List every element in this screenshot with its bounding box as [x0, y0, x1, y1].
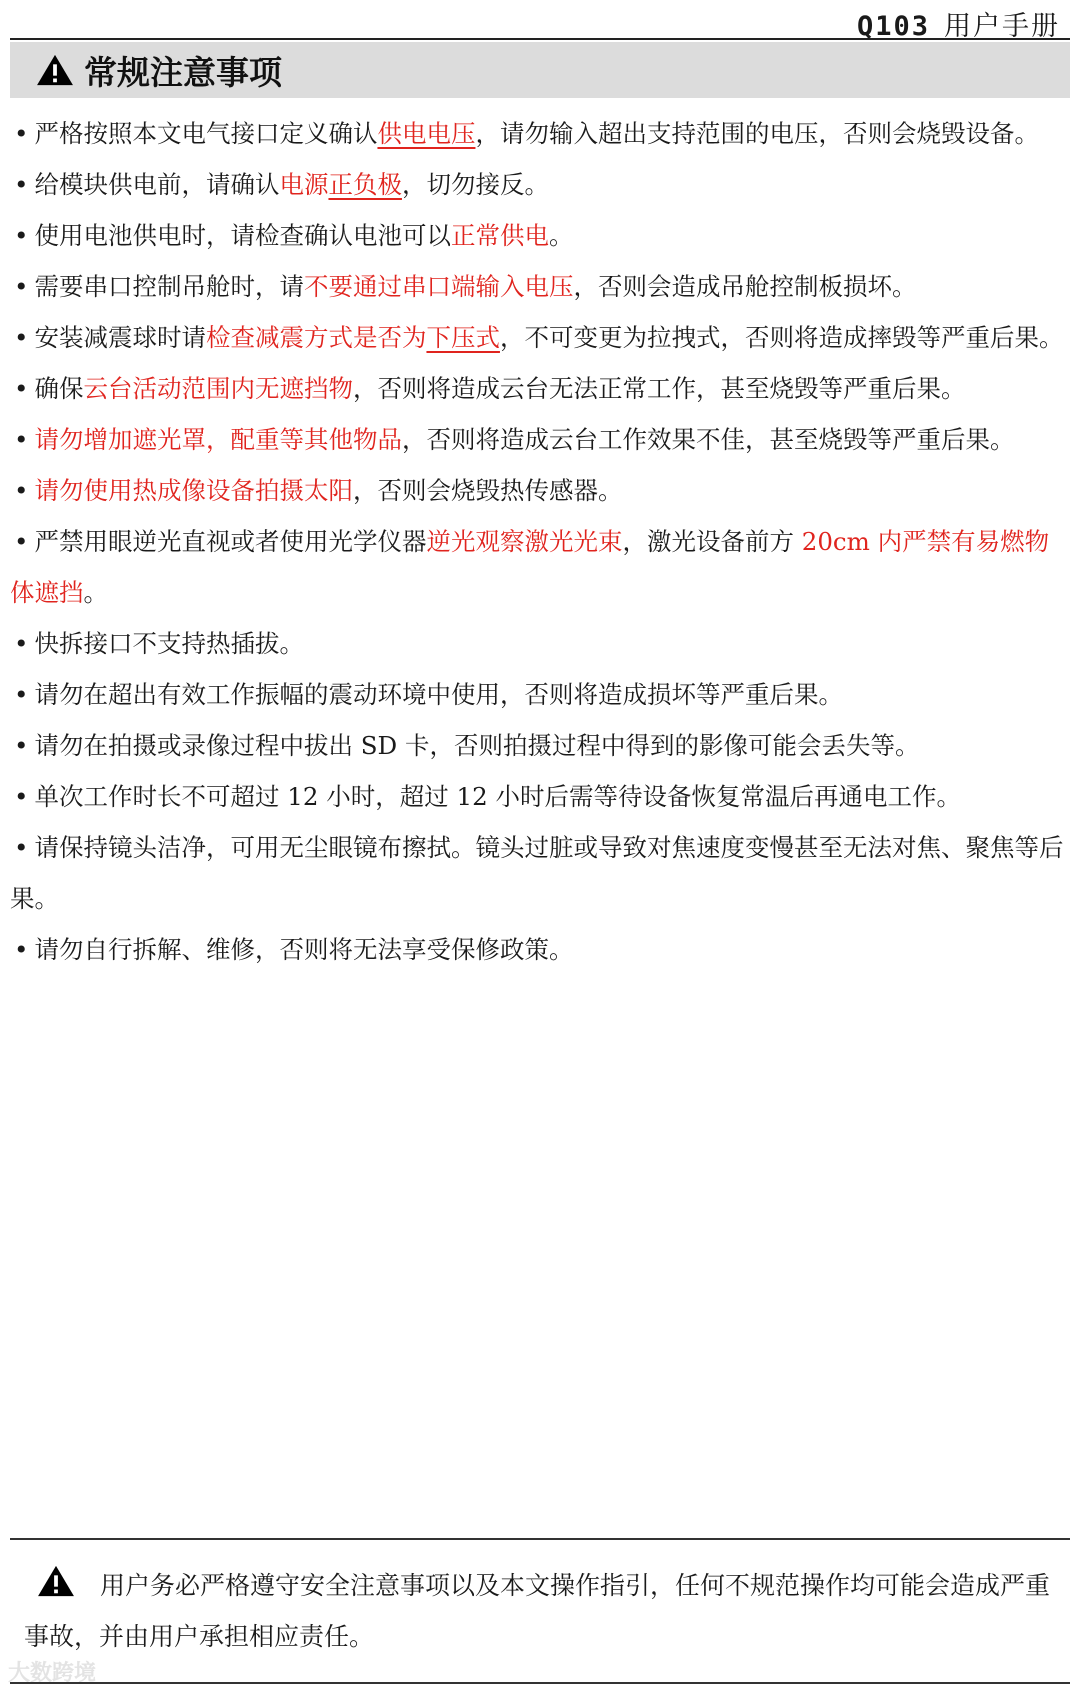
- item-text: 请勿在拍摄或录像过程中拔出 SD 卡，否则拍摄过程中得到的影像可能会丢失等。: [34, 731, 920, 760]
- bullet: •: [14, 935, 29, 964]
- item-text: 。: [548, 221, 574, 250]
- footer-divider: [10, 1538, 1070, 1540]
- warning-icon: [36, 1564, 76, 1598]
- safety-notice-text: 用户务必严格遵守安全注意事项以及本文操作指引，任何不规范操作均可能会造成严重事故，并由用户承担相应责任。: [24, 1571, 1051, 1651]
- highlighted-text: 20cm 内严禁有易燃物体遮挡: [10, 527, 1050, 607]
- item-text: 需要串口控制吊舱时，请: [34, 272, 304, 301]
- list-item: [10, 618, 1068, 669]
- list-item: [10, 210, 1068, 261]
- item-text: 给模块供电前，请确认: [34, 170, 280, 199]
- list-item: [10, 516, 1068, 618]
- highlighted-text: 供电电压: [377, 119, 476, 148]
- highlighted-text: 正负极: [328, 170, 402, 199]
- precautions-list: [10, 108, 1068, 975]
- model-code: Q103: [856, 11, 930, 42]
- bullet: •: [14, 680, 29, 709]
- highlighted-text: 不要通过串口端输入电压: [303, 272, 574, 301]
- bullet: •: [14, 476, 29, 505]
- list-item: [10, 771, 1068, 822]
- list-item: [10, 108, 1068, 159]
- item-text: 快拆接口不支持热插拔。: [34, 629, 304, 658]
- safety-notice: [24, 1560, 1060, 1662]
- bullet: •: [14, 629, 29, 658]
- highlighted-text: 电源: [279, 170, 329, 199]
- item-text: 单次工作时长不可超过 12 小时，超过 12 小时后需等待设备恢复常温后再通电工作。: [34, 782, 961, 811]
- watermark: 大数跨境: [8, 1661, 97, 1686]
- bullet: •: [14, 221, 29, 250]
- item-text: 安装减震球时请: [34, 323, 206, 352]
- item-text: 请保持镜头洁净，可用无尘眼镜布擦拭。镜头过脏或导致对焦速度变慢甚至无法对焦、聚焦等后果。: [10, 833, 1064, 913]
- list-item: [10, 363, 1068, 414]
- highlighted-text: 检查减震方式是否为: [205, 323, 427, 352]
- bullet: •: [14, 374, 29, 403]
- item-text: ，否则将造成云台无法正常工作，甚至烧毁等严重后果。: [352, 374, 966, 403]
- item-text: 严格按照本文电气接口定义确认: [34, 119, 378, 148]
- section-heading-bar: [10, 42, 1070, 98]
- item-text: 请勿自行拆解、维修，否则将无法享受保修政策。: [34, 935, 574, 964]
- bullet: •: [14, 833, 29, 862]
- item-text: ，否则会烧毁热传感器。: [352, 476, 623, 505]
- item-text: ，切勿接反。: [401, 170, 549, 199]
- item-text: 严禁用眼逆光直视或者使用光学仪器: [34, 527, 427, 556]
- list-item: [10, 414, 1068, 465]
- item-text: 使用电池供电时，请检查确认电池可以: [34, 221, 451, 250]
- highlighted-text: 请勿使用热成像设备拍摄太阳: [34, 476, 353, 505]
- section-title: 常规注意事项: [84, 52, 282, 92]
- item-text: 请勿在超出有效工作振幅的震动环境中使用，否则将造成损坏等严重后果。: [34, 680, 843, 709]
- bottom-divider: [10, 1682, 1070, 1684]
- highlighted-text: 下压式: [426, 323, 500, 352]
- list-item: [10, 312, 1068, 363]
- list-item: [10, 261, 1068, 312]
- item-text: ，激光设备前方: [622, 527, 802, 556]
- list-item: [10, 720, 1068, 771]
- bullet: •: [14, 527, 29, 556]
- bullet: •: [14, 731, 29, 760]
- item-text: 。: [83, 578, 108, 607]
- bullet: •: [14, 782, 29, 811]
- header-title-group: [857, 4, 1060, 43]
- page-header: [10, 0, 1070, 40]
- highlighted-text: 请勿增加遮光罩，配重等其他物品: [34, 425, 402, 454]
- item-text: ，不可变更为拉拽式，否则将造成摔毁等严重后果。: [499, 323, 1064, 352]
- bullet: •: [14, 272, 29, 301]
- list-item: [10, 159, 1068, 210]
- manual-title: 用户手册: [944, 11, 1060, 42]
- bullet: •: [14, 425, 29, 454]
- bullet: •: [14, 119, 29, 148]
- bullet: •: [14, 170, 29, 199]
- list-item: [10, 465, 1068, 516]
- item-text: ，请勿输入超出支持范围的电压，否则会烧毁设备。: [475, 119, 1039, 148]
- highlighted-text: 正常供电: [450, 221, 549, 250]
- highlighted-text: 云台活动范围内无遮挡物: [83, 374, 353, 403]
- list-item: [10, 669, 1068, 720]
- warning-icon: [36, 53, 74, 87]
- item-text: ，否则将造成云台工作效果不佳，甚至烧毁等严重后果。: [401, 425, 1015, 454]
- item-text: 确保: [34, 374, 84, 403]
- item-text: ，否则会造成吊舱控制板损坏。: [573, 272, 917, 301]
- list-item: [10, 822, 1068, 924]
- bullet: •: [14, 323, 29, 352]
- list-item: [10, 924, 1068, 975]
- highlighted-text: 逆光观察激光光束: [426, 527, 623, 556]
